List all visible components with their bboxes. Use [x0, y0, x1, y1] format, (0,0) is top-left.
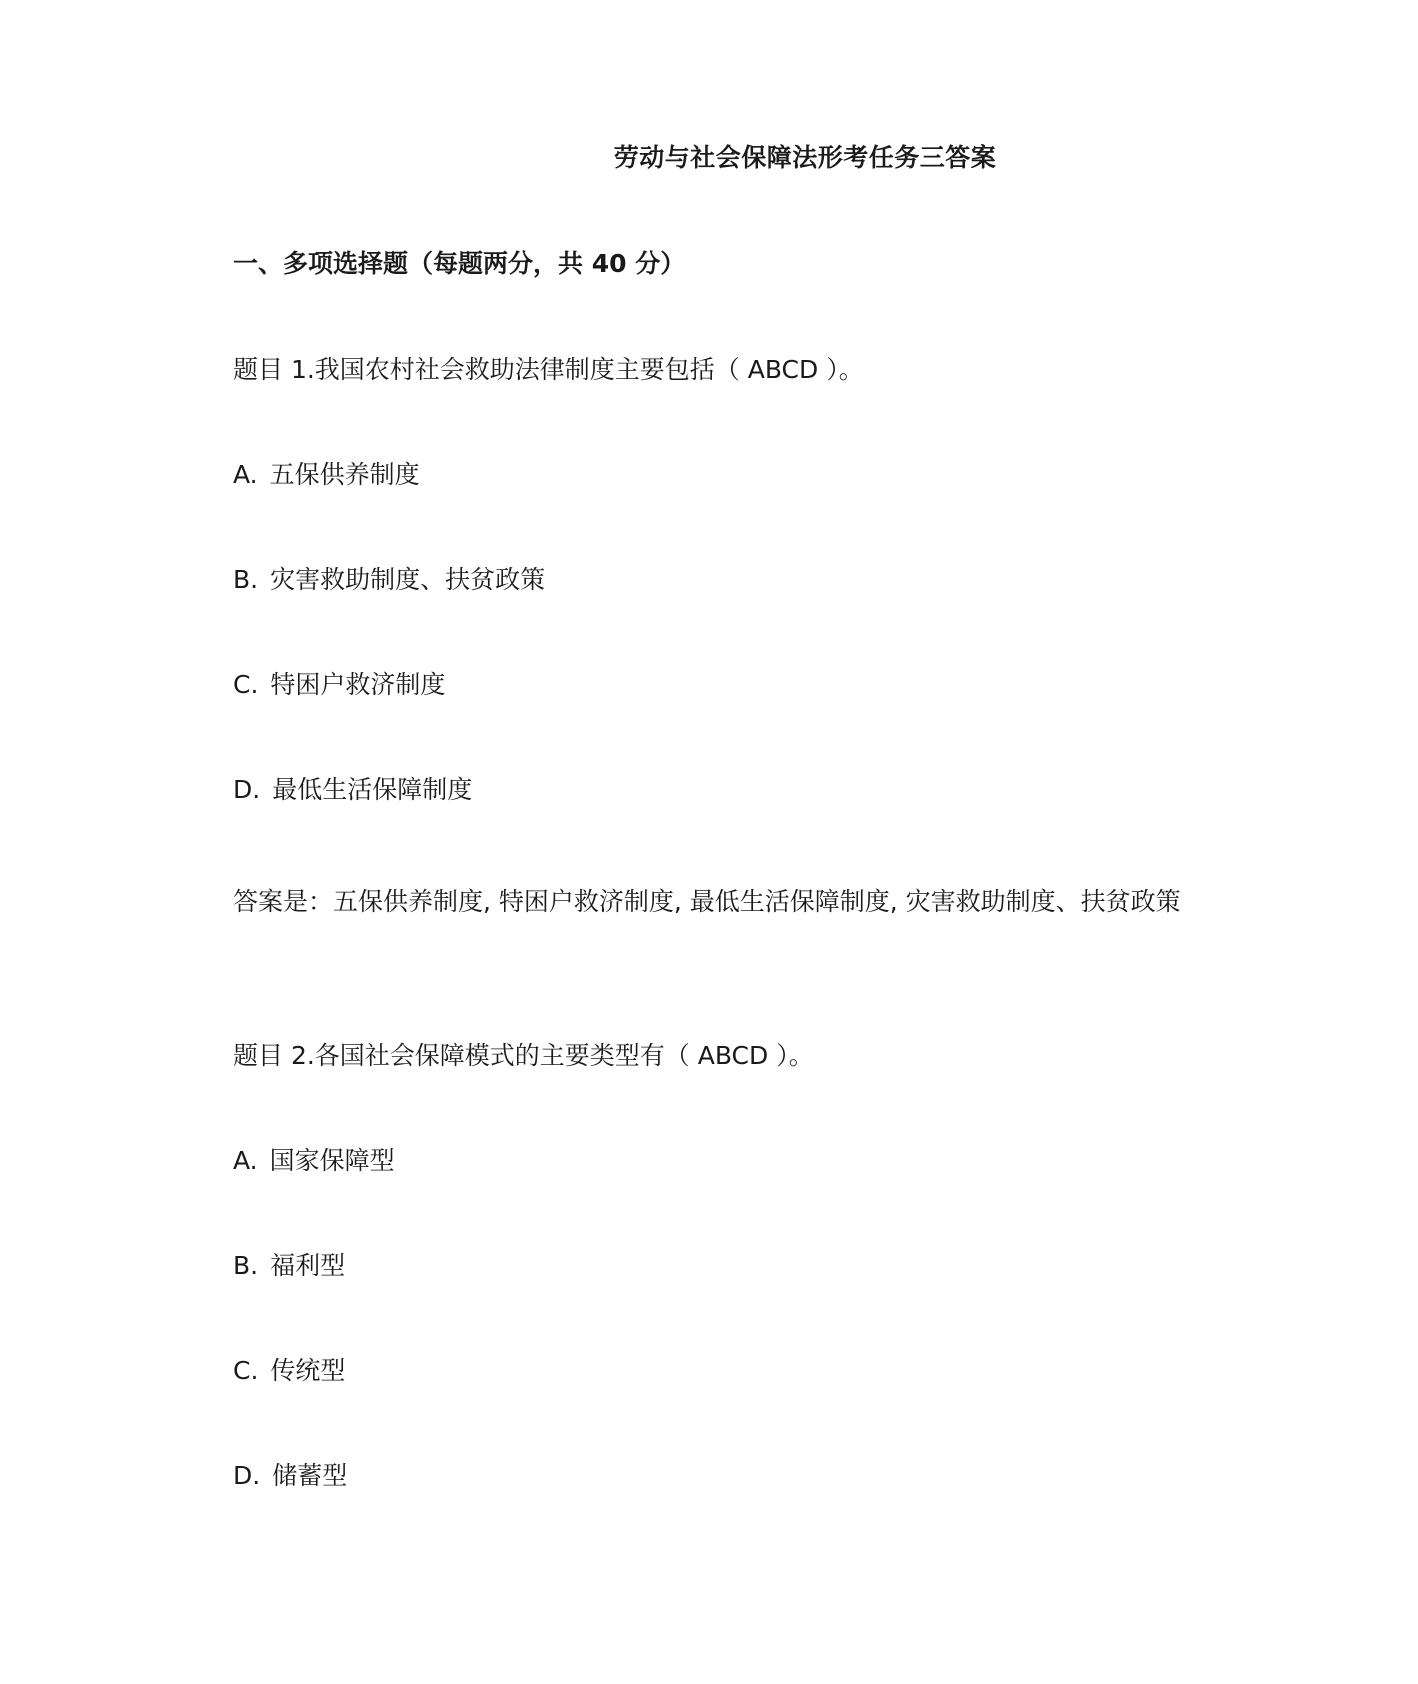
option-letter: C. — [233, 1356, 259, 1385]
question-2-option-a — [233, 1141, 395, 1177]
option-text: 特困户救济制度 — [270, 670, 446, 699]
question-1-prompt: 题目 1.我国农村社会救助法律制度主要包括（ ABCD ）。 — [233, 355, 864, 384]
question-1-answer: 答案是：五保供养制度, 特困户救济制度, 最低生活保障制度, 灾害救助制度、扶贫政策 — [233, 887, 1181, 916]
option-text: 传统型 — [270, 1356, 346, 1385]
question-2-option-d — [233, 1456, 347, 1492]
option-text: 五保供养制度 — [269, 460, 420, 489]
option-letter: C. — [233, 670, 259, 699]
question-1-option-b — [233, 560, 545, 596]
option-letter: B. — [233, 565, 259, 594]
question-2-option-c — [233, 1351, 345, 1387]
section-heading: 一、多项选择题（每题两分，共 40 分） — [233, 249, 686, 278]
question-1-option-d — [233, 770, 472, 806]
option-text: 国家保障型 — [269, 1146, 395, 1175]
option-text: 储蓄型 — [272, 1461, 348, 1490]
option-text: 最低生活保障制度 — [272, 775, 473, 804]
question-2-prompt: 题目 2.各国社会保障模式的主要类型有（ ABCD ）。 — [233, 1041, 814, 1070]
document-title: 劳动与社会保障法形考任务三答案 — [613, 143, 997, 172]
option-letter: B. — [233, 1251, 259, 1280]
question-2-option-b — [233, 1246, 345, 1282]
option-text: 福利型 — [270, 1251, 346, 1280]
option-letter: D. — [233, 1461, 261, 1490]
option-letter: D. — [233, 775, 261, 804]
question-1-option-c — [233, 665, 445, 701]
question-1-option-a — [233, 455, 420, 491]
option-letter: A. — [233, 1146, 258, 1175]
option-text: 灾害救助制度、扶贫政策 — [270, 565, 546, 594]
option-letter: A. — [233, 460, 258, 489]
